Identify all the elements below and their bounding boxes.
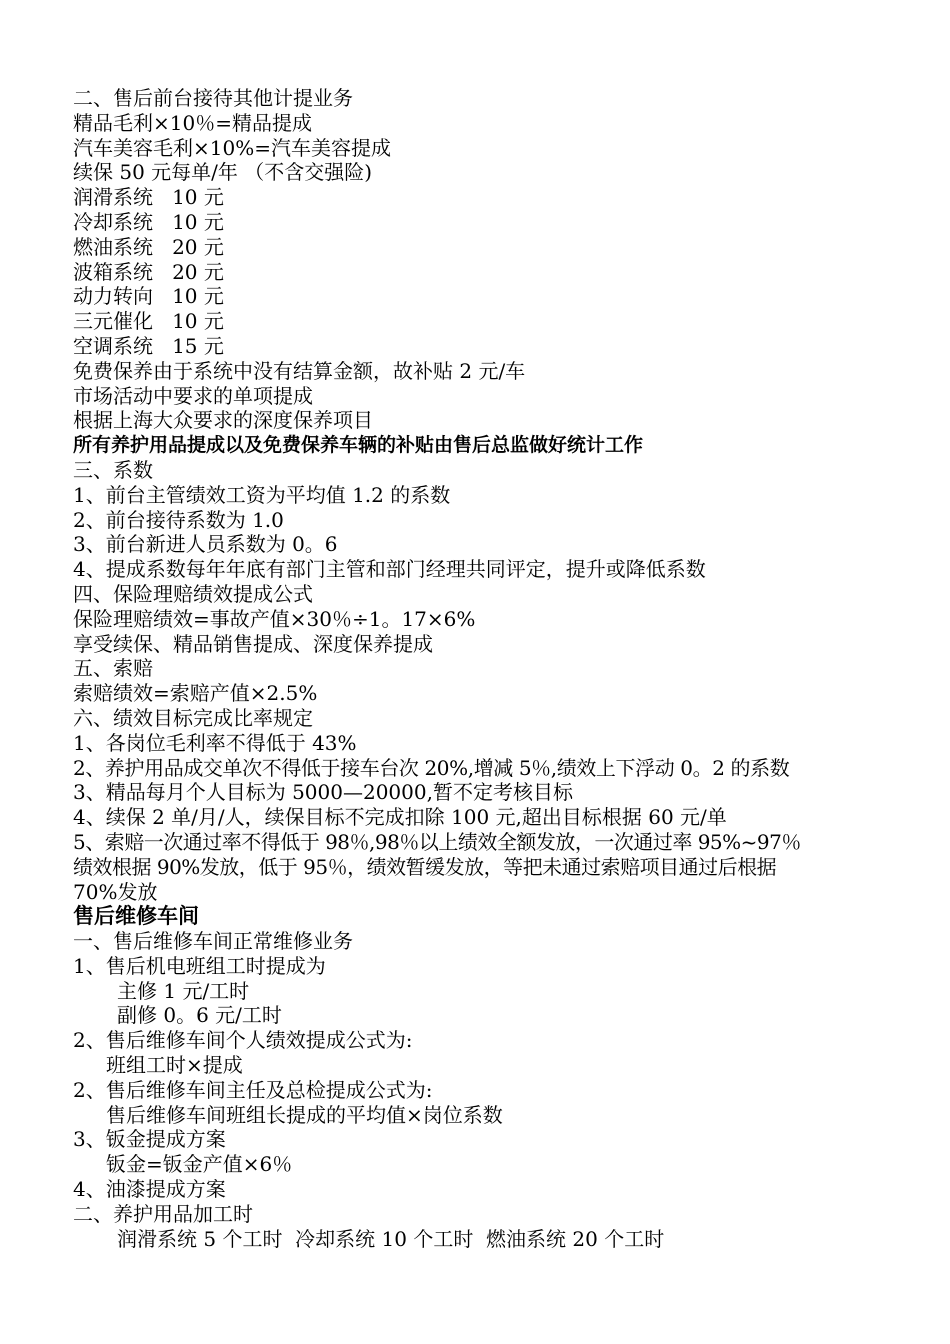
- text-line: 续保 50 元每单/年 （不含交强险): [73, 160, 373, 185]
- section-heading: 三、系数: [73, 457, 153, 482]
- text-line: 4、油漆提成方案: [73, 1177, 226, 1202]
- text-line: 燃油系统 20 元: [73, 234, 224, 259]
- text-line: 三元催化 10 元: [73, 309, 224, 334]
- text-line: 免费保养由于系统中没有结算金额，故补贴 2 元/车: [73, 358, 526, 383]
- text-line: 市场活动中要求的单项提成: [73, 383, 313, 408]
- indented-line: 售后维修车间班组长提成的平均值×岗位系数: [106, 1102, 503, 1127]
- text-line: 1、各岗位毛利率不得低于 43%: [73, 730, 357, 755]
- section-heading: 六、绩效目标完成比率规定: [73, 705, 313, 730]
- text-line: 4、续保 2 单/月/人，续保目标不完成扣除 100 元,超出目标根据 60 元/单: [73, 805, 727, 830]
- section-heading: 二、售后前台接待其他计提业务: [73, 86, 353, 110]
- text-line: 2、前台接待系数为 1.0: [73, 507, 284, 532]
- section-heading: 一、售后维修车间正常维修业务: [73, 929, 353, 954]
- indented-line: 钣金=钣金产值×6％: [106, 1152, 293, 1177]
- workshop-heading: 售后维修车间: [73, 904, 199, 929]
- text-line: 享受续保、精品销售提成、深度保养提成: [73, 631, 433, 656]
- text-line: 润滑系统 10 元: [73, 185, 224, 210]
- text-line: 3、钣金提成方案: [73, 1127, 226, 1152]
- section-heading: 五、索赔: [73, 656, 153, 681]
- text-line: 2、售后维修车间主任及总检提成公式为:: [73, 1077, 433, 1102]
- text-line: 精品毛利×10％=精品提成: [73, 110, 312, 135]
- text-line: 2、售后维修车间个人绩效提成公式为:: [73, 1028, 413, 1053]
- text-line: 冷却系统 10 元: [73, 209, 224, 234]
- indented-line: 主修 1 元/工时: [117, 978, 250, 1003]
- text-line: 根据上海大众要求的深度保养项目: [73, 408, 373, 433]
- text-line: 保险理赔绩效=事故产值×30％÷1。17×6%: [73, 606, 476, 631]
- bold-note: 所有养护用品提成以及免费保养车辆的补贴由售后总监做好统计工作: [73, 434, 644, 457]
- text-line: 绩效根据 90%发放，低于 95％，绩效暂缓发放，等把未通过索赔项目通过后根据: [73, 854, 777, 879]
- text-line: 3、前台新进人员系数为 0。6: [73, 532, 338, 557]
- text-line: 2、养护用品成交单次不得低于接车台次 20%,增减 5％,绩效上下浮动 0。2 的系数: [73, 755, 790, 780]
- text-line: 1、售后机电班组工时提成为: [73, 953, 326, 978]
- indented-line: 班组工时×提成: [106, 1053, 243, 1078]
- text-line: 1、前台主管绩效工资为平均值 1.2 的系数: [73, 482, 451, 507]
- text-line: 4、提成系数每年年底有部门主管和部门经理共同评定，提升或降低系数: [73, 557, 706, 582]
- text-line: 3、精品每月个人目标为 5000—20000,暂不定考核目标: [73, 780, 573, 805]
- section-heading: 四、保险理赔绩效提成公式: [73, 581, 313, 606]
- indented-line: 润滑系统 5 个工时 冷却系统 10 个工时 燃油系统 20 个工时: [117, 1226, 665, 1251]
- text-line: 波箱系统 20 元: [73, 259, 224, 284]
- document-page: [73, 86, 883, 1251]
- section-heading: 二、养护用品加工时: [73, 1201, 253, 1226]
- text-line: 索赔绩效=索赔产值×2.5%: [73, 681, 318, 706]
- text-line: 5、索赔一次通过率不得低于 98％,98％以上绩效全额发放，一次通过率 95%~97％: [73, 829, 801, 854]
- text-line: 空调系统 15 元: [73, 333, 224, 358]
- text-line: 汽车美容毛利×10%=汽车美容提成: [73, 135, 391, 160]
- text-line: 70%发放: [73, 879, 158, 904]
- text-line: 动力转向 10 元: [73, 284, 224, 309]
- indented-line: 副修 0。6 元/工时: [117, 1003, 282, 1028]
